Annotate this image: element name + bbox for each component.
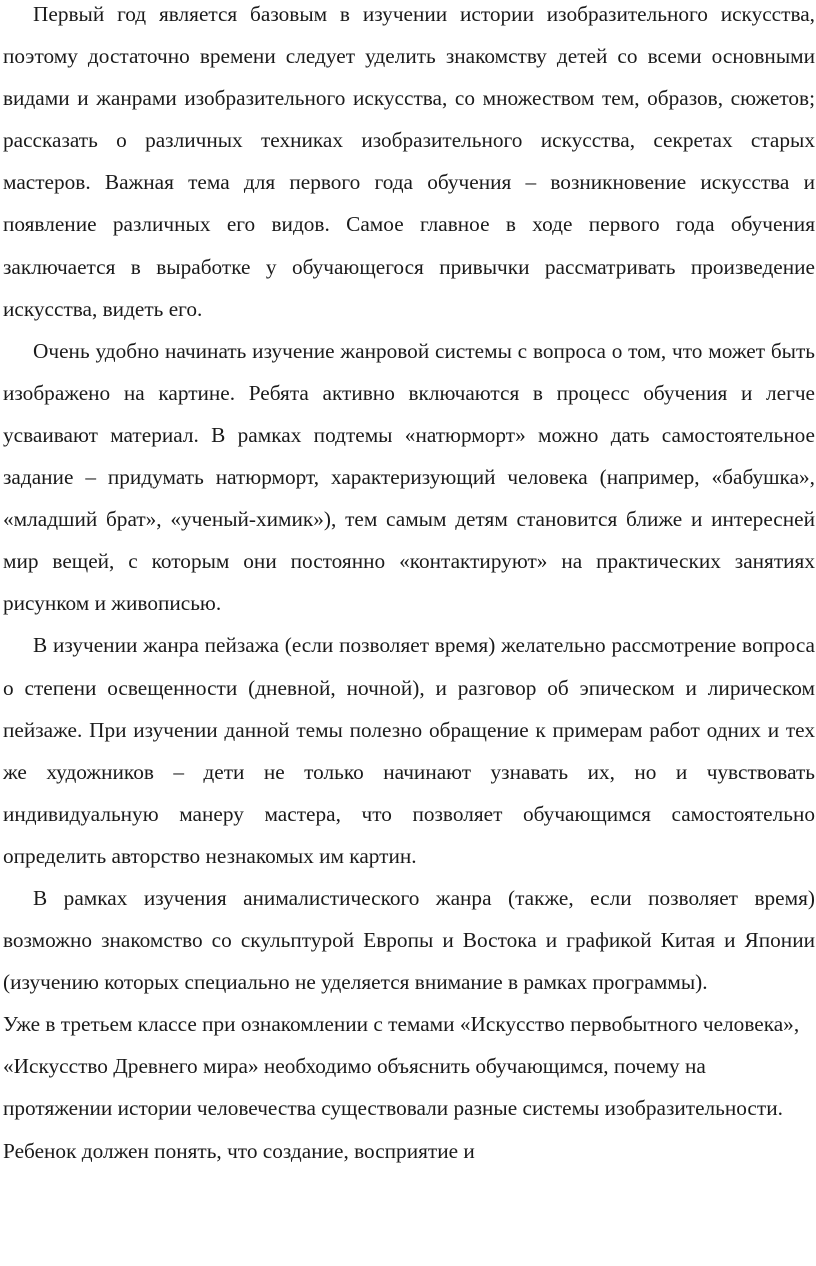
paragraph-third-grade: Уже в третьем классе при ознакомлении с темами «Искусство первобытного человека», «Искусство Древнего мира» необходимо объяснить обучающимся, почему на протяжении истории человечества существовали разные системы изобразительности. Ребенок должен понять, что создание, восприятие и — [3, 1012, 800, 1163]
paragraph-first-year: Первый год является базовым в изучении истории изобразительного искусства, поэтому достаточно времени следует уделить знакомству детей со всеми основными видами и жанрами изобразительного искусства, со множеством тем, образов, сюжетов; рассказать о различных техниках изобразительного искусства, секретах старых мастеров. Важная тема для первого года обучения – возникновение искусства и появление различных его видов. Самое главное в ходе первого года обучения заключается в выработке у обучающегося привычки рассматривать произведение искусства, видеть его. — [3, 2, 815, 321]
document-page — [3, 0, 815, 1172]
paragraph-genre-system: Очень удобно начинать изучение жанровой системы с вопроса о том, что может быть изображено на картине. Ребята активно включаются в процесс обучения и легче усваивают материал. В рамках подтемы «натюрморт» можно дать самостоятельное задание – придумать натюрморт, характеризующий человека (например, «бабушка», «младший брат», «ученый-химик»), тем самым детям становится ближе и интересней мир вещей, с которым они постоянно «контактируют» на практических занятиях рисунком и живописью. — [3, 338, 815, 616]
paragraph-animal-genre: В рамках изучения анималистического жанра (также, если позволяет время) возможно знакомство со скульптурой Европы и Востока и графикой Китая и Японии (изучению которых специально не уделяется внимание в рамках программы). — [3, 885, 815, 995]
paragraph-landscape: В изучении жанра пейзажа (если позволяет время) желательно рассмотрение вопроса о степени освещенности (дневной, ночной), и разговор об эпическом и лирическом пейзаже. При изучении данной темы полезно обращение к примерам работ одних и тех же художников – дети не только начинают узнавать их, но и чувствовать индивидуальную манеру мастера, что позволяет обучающимся самостоятельно определить авторство незнакомых им картин. — [3, 633, 815, 868]
